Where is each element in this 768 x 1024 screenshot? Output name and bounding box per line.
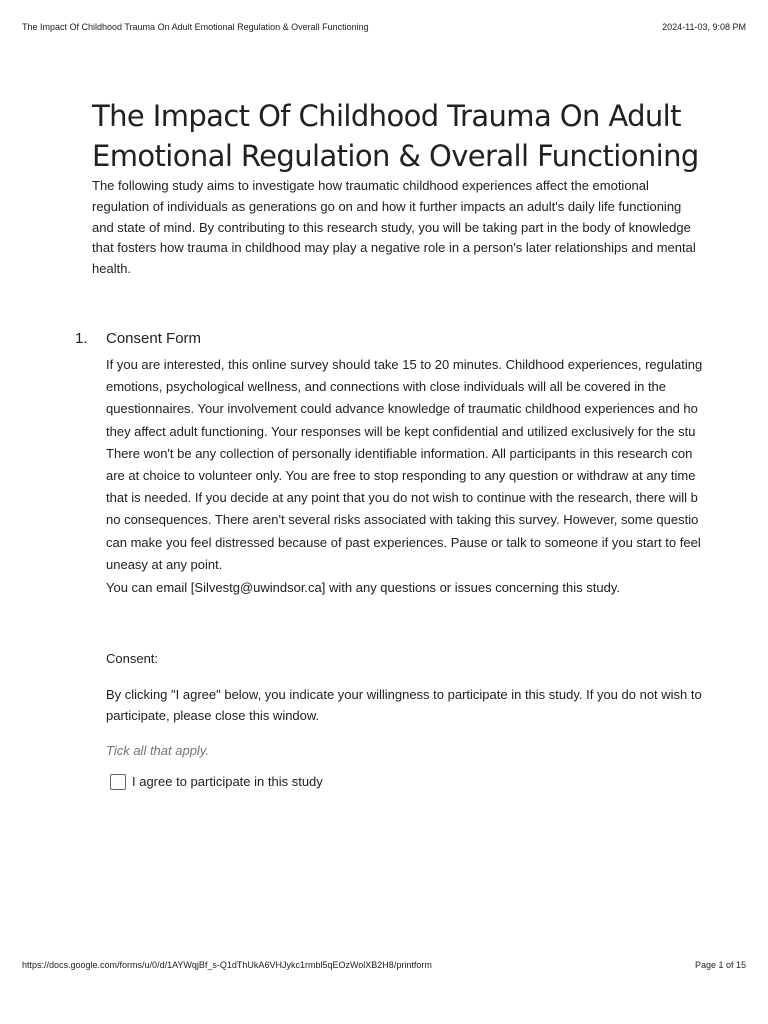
form-description-line: that fosters how trauma in childhood may play a negative role in a person's later relationships and mental <box>92 240 696 256</box>
form-description-line: health. <box>92 261 132 277</box>
question-description <box>106 354 702 576</box>
question-description-line: can make you feel distressed because of past experiences. Pause or talk to someone if you start to feel <box>106 534 701 550</box>
consent-text-line: participate, please close this window. <box>106 708 320 723</box>
print-footer <box>22 960 746 974</box>
consent-text-line: By clicking "I agree" below, you indicate your willingness to participate in this study. If you do not wish to <box>106 687 702 702</box>
question-title: Consent Form <box>106 330 202 347</box>
tick-all-hint: Tick all that apply. <box>106 743 209 758</box>
form-title-line: Emotional Regulation & Overall Functioning <box>92 139 699 173</box>
question-description-line: If you are interested, this online survey should take 15 to 20 minutes. Childhood experiences, regulating <box>106 357 703 372</box>
form-description <box>92 176 768 280</box>
question-number: 1. <box>75 330 88 347</box>
print-header-title: The Impact Of Childhood Trauma On Adult Emotional Regulation & Overall Functioning <box>22 22 369 32</box>
page-number: Page 1 of 15 <box>694 960 746 970</box>
question-description-line: questionnaires. Your involvement could advance knowledge of traumatic childhood experiences and ho <box>106 401 698 417</box>
consent-label: Consent: <box>106 651 159 666</box>
agree-checkbox-label[interactable]: I agree to participate in this study <box>132 774 323 789</box>
form-description-line: and state of mind. By contributing to this research study, you will be taking part in the body of knowledge <box>92 219 691 235</box>
question-description-line: no consequences. There aren't several risks associated with taking this survey. However, some questio <box>106 512 699 528</box>
print-header-date: 2024-11-03, 9:08 PM <box>662 22 746 32</box>
question-description-line: that is needed. If you decide at any point that you do not wish to continue with the research, there will b <box>106 490 698 506</box>
form-description-line: regulation of individuals as generations go on and how it further impacts an adult's daily life functioning <box>92 198 682 214</box>
consent-text <box>106 684 702 726</box>
agree-checkbox[interactable] <box>110 774 126 790</box>
question-description-line: emotions, psychological wellness, and connections with close individuals will all be covered in the <box>106 379 667 395</box>
form-title-line: The Impact Of Childhood Trauma On Adult <box>92 99 681 133</box>
contact-email-text: You can email [Silvestg@uwindsor.ca] with any questions or issues concerning this study. <box>106 580 620 595</box>
form-title <box>92 96 768 176</box>
question-description-line: they affect adult functioning. Your responses will be kept confidential and utilized exclusively for the stu <box>106 423 696 439</box>
print-footer-url: https://docs.google.com/forms/u/0/d/1AYWqjBf_s-Q1dThUkA6VHJykc1rmbl5qEOzWolXB2H8/printform <box>22 960 432 970</box>
form-description-line: The following study aims to investigate how traumatic childhood experiences affect the emotional <box>92 178 649 193</box>
question-description-line: are at choice to volunteer only. You are free to stop responding to any question or withdraw at any time <box>106 468 696 484</box>
question-description-line: uneasy at any point. <box>106 556 223 572</box>
question-description-line: There won't be any collection of personally identifiable information. All participants in this research con <box>106 445 693 461</box>
consent-option[interactable] <box>110 772 323 792</box>
